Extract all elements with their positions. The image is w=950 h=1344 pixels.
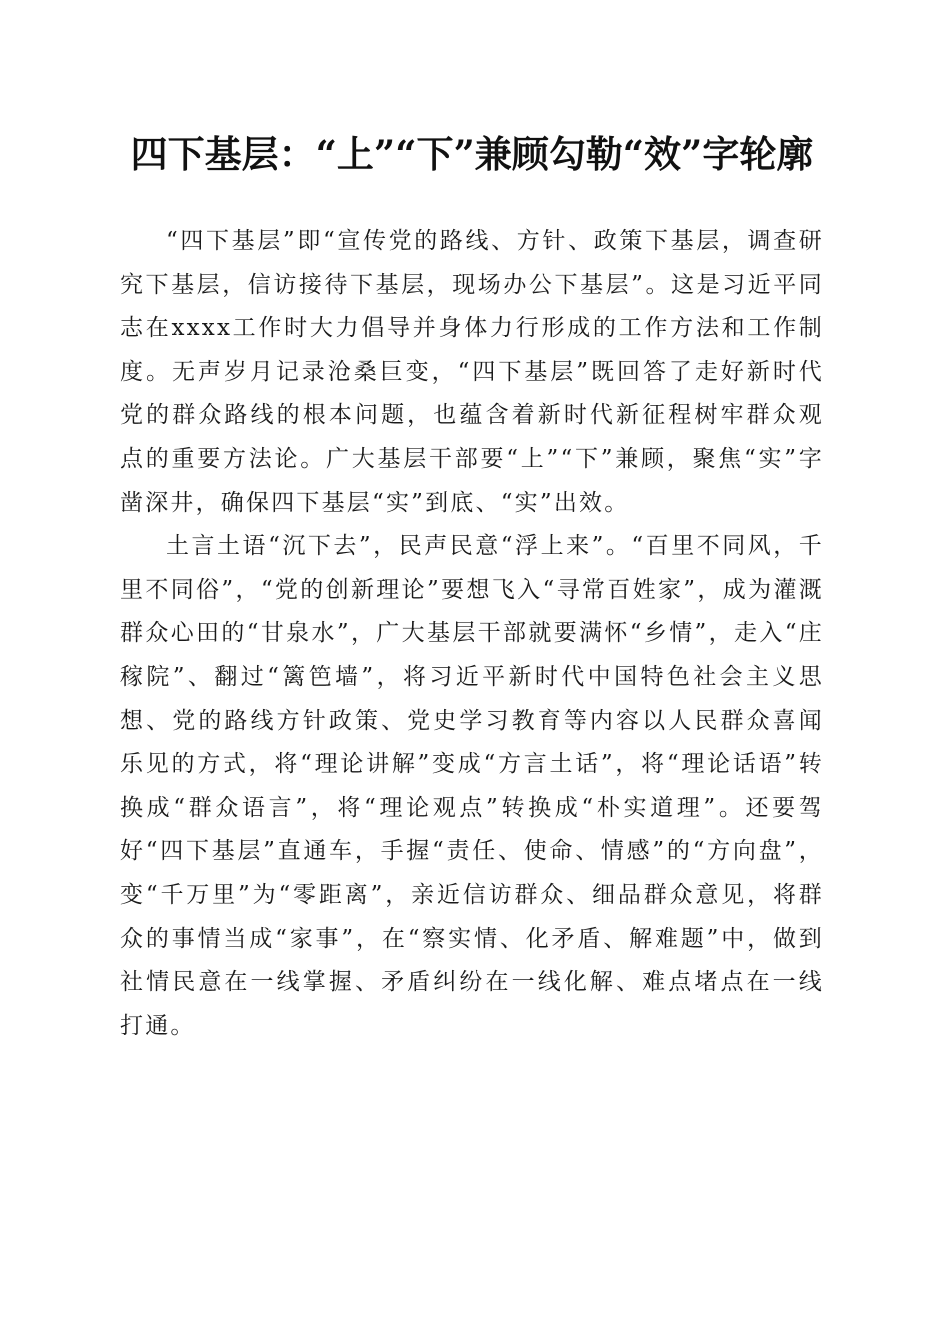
document-title: 四下基层：“上”“下”兼顾勾勒“效”字轮廓 [130, 132, 814, 176]
document-body [120, 220, 824, 1048]
paragraph-2: 土言土语“沉下去”，民声民意“浮上来”。“百里不同风，千里不同俗”，“党的创新理论”要想飞入“寻常百姓家”，成为灌溉群众心田的“甘泉水”，广大基层干部就要满怀“乡情”，走入“庄稼院”、翻过“篱笆墙”，将习近平新时代中国特色社会主义思想、党的路线方针政策、党史学习教育等内容以人民群众喜闻乐见的方式，将“理论讲解”变成“方言土话”，将“理论话语”转换成“群众语言”，将“理论观点”转换成“朴实道理”。还要驾好“四下基层”直通车，手握“责任、使命、情感”的“方向盘”，变“千万里”为“零距离”，亲近信访群众、细品群众意见，将群众的事情当成“家事”，在“察实情、化矛盾、解难题”中，做到社情民意在一线掌握、矛盾纠纷在一线化解、难点堵点在一线打通。 [120, 533, 824, 1039]
paragraph-1: “四下基层”即“宣传党的路线、方针、政策下基层，调查研究下基层，信访接待下基层，现场办公下基层”。这是习近平同志在xxxx工作时大力倡导并身体力行形成的工作方法和工作制度。无声岁月记录沧桑巨变，“四下基层”既回答了走好新时代党的群众路线的根本问题，也蕴含着新时代新征程树牢群众观点的重要方法论。广大基层干部要“上”“下”兼顾，聚焦“实”字凿深井，确保四下基层“实”到底、“实”出效。 [120, 228, 824, 516]
